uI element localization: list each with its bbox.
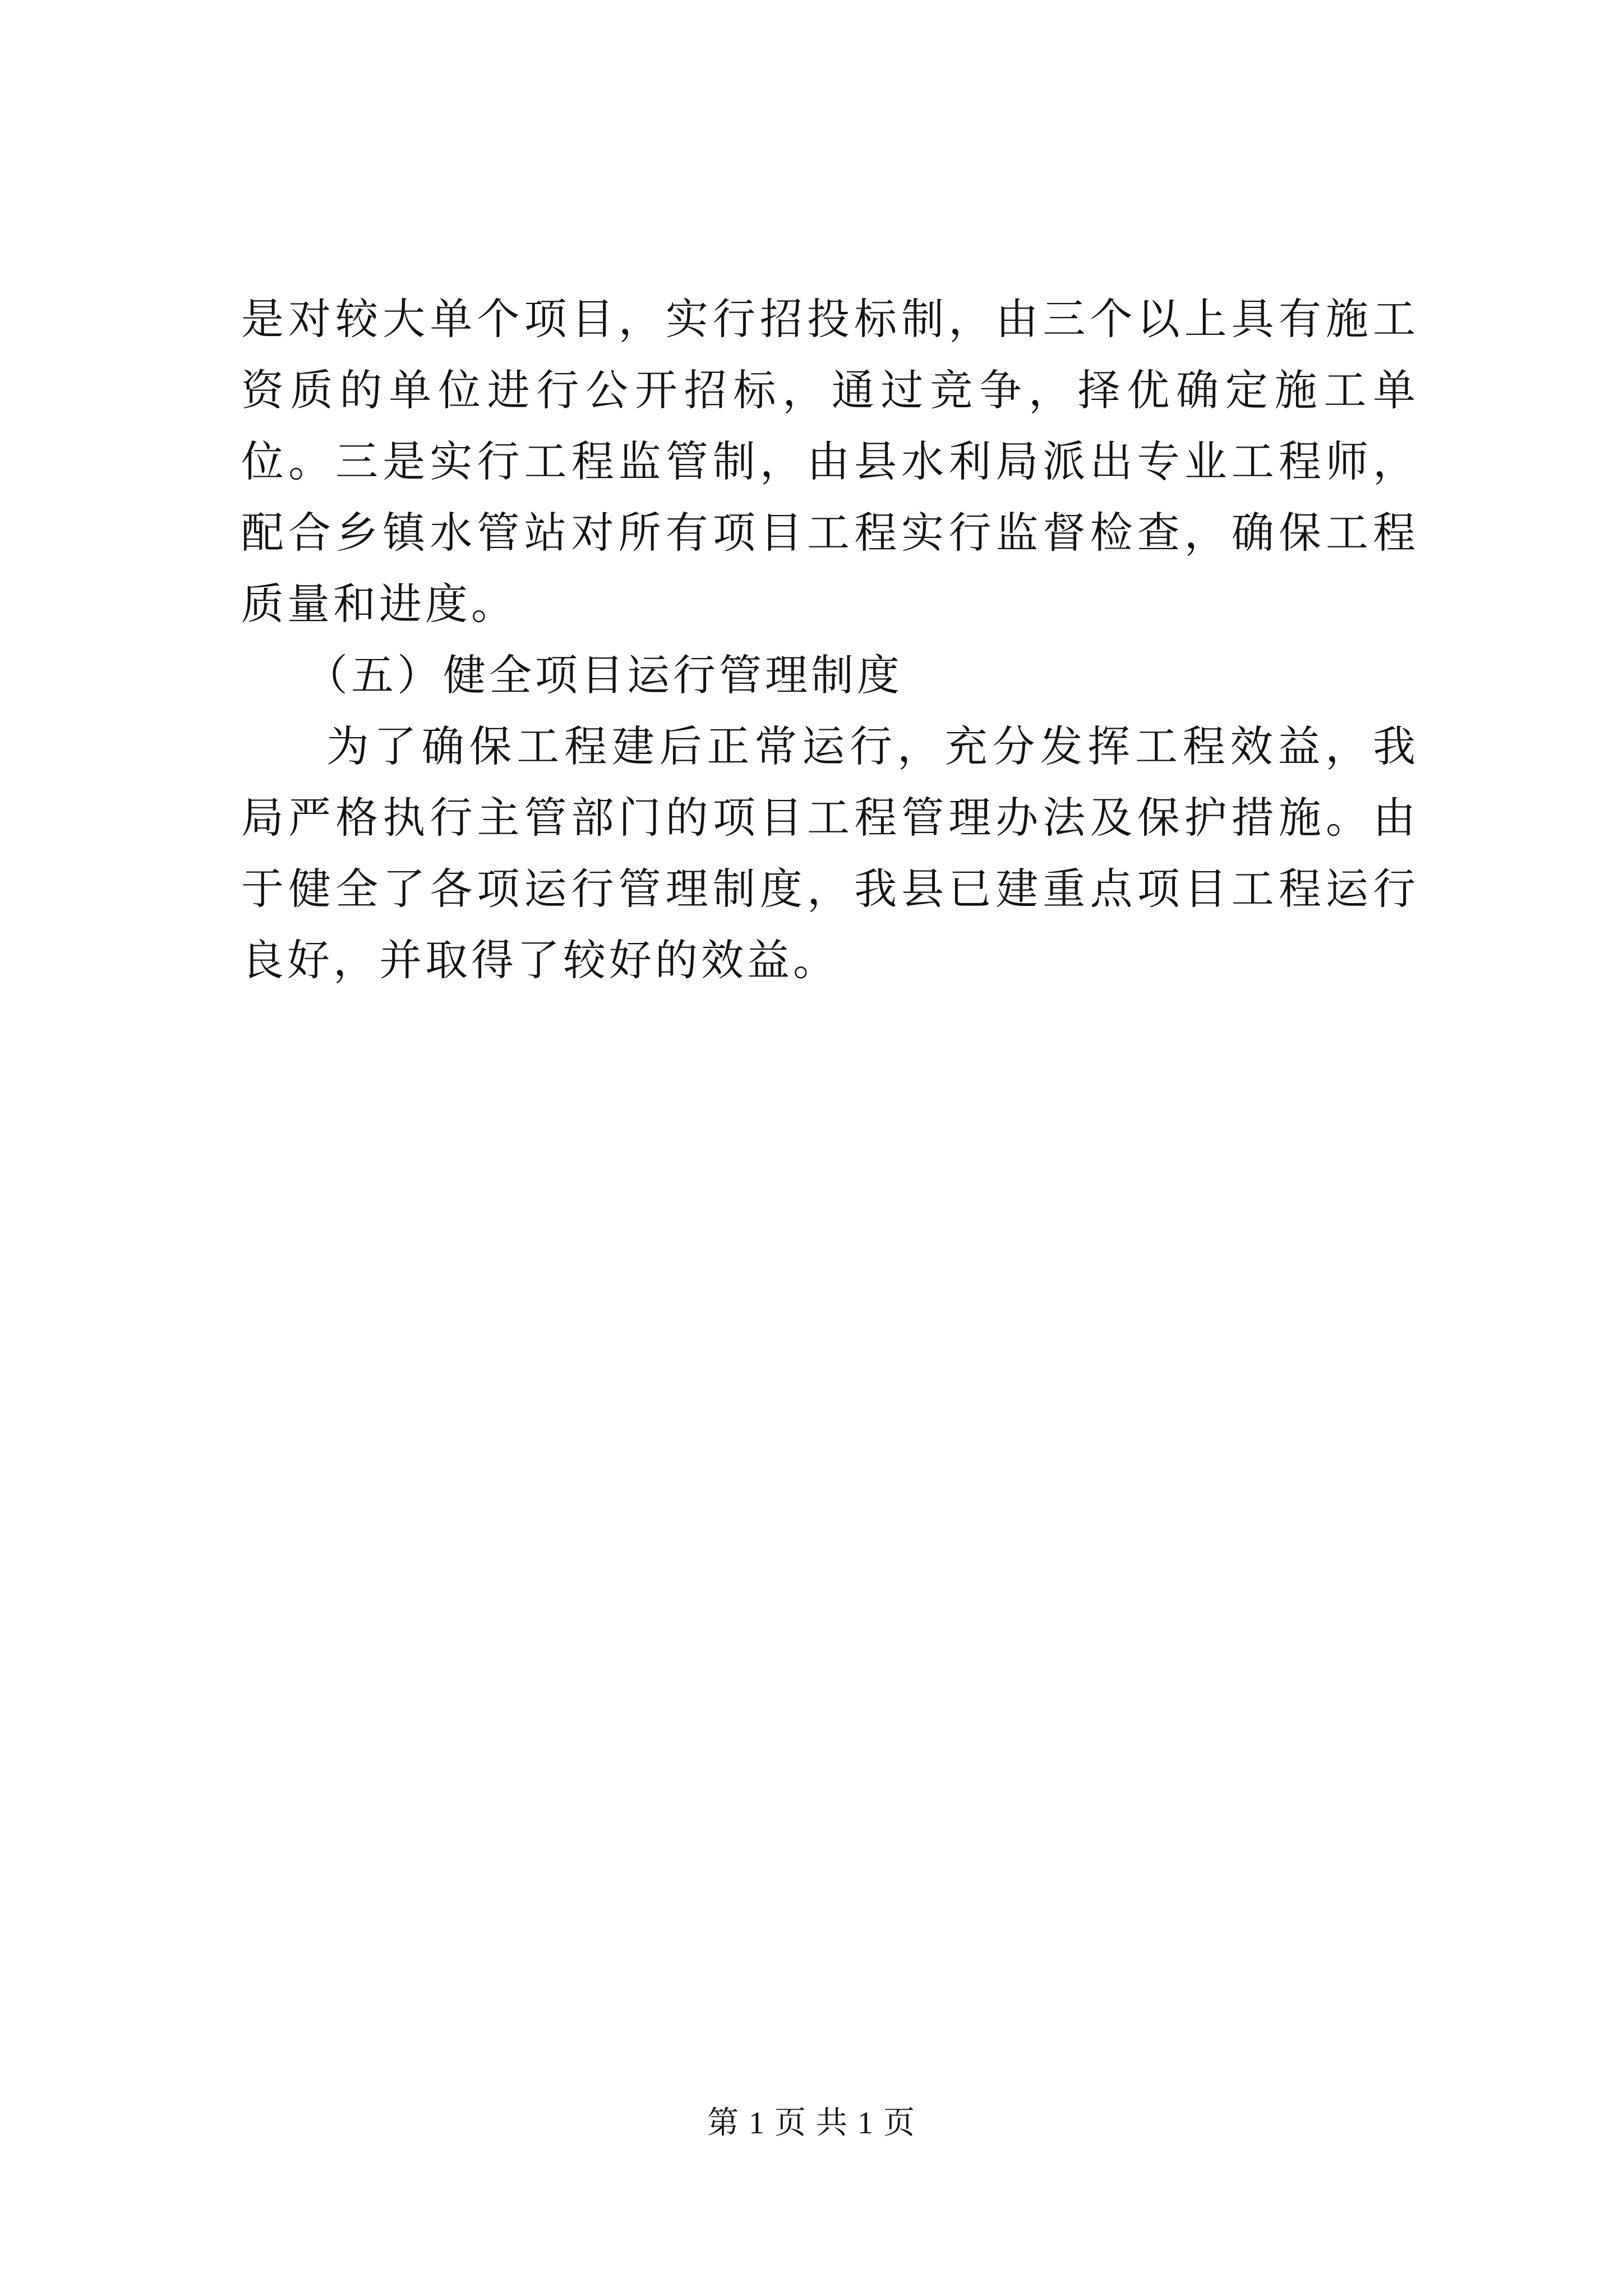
page-number-footer: 第 1 页 共 1 页 xyxy=(707,2106,916,2141)
section-heading: （五）健全项目运行管理制度 xyxy=(305,650,903,700)
paragraph-continuation: 是对较大单个项目，实行招投标制，由三个以上具有施工资质的单位进行公开招标，通过竞争，择优确定施工单位。三是实行工程监管制，由县水利局派出专业工程师，配合乡镇水管站对所有项目工程实行监督检查，确保工程质量和进度。 xyxy=(241,294,1419,629)
document-body xyxy=(241,283,1419,996)
paragraph-management: 为了确保工程建后正常运行，充分发挥工程效益，我局严格执行主管部门的项目工程管理办法及保护措施。由于健全了各项运行管理制度，我县已建重点项目工程运行良好，并取得了较好的效益。 xyxy=(241,721,1419,985)
